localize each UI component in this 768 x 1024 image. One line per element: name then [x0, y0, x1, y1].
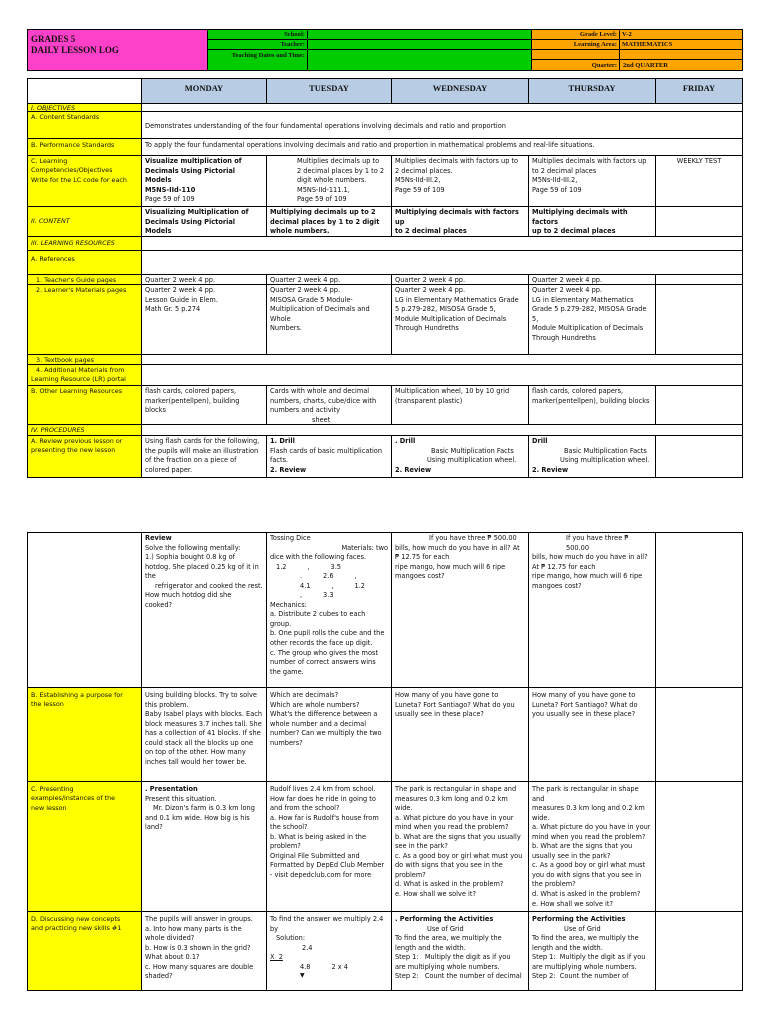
p2-review-friday	[655, 532, 743, 688]
content-monday: Visualizing Multiplication of Decimals Using Pictorial Models	[141, 206, 267, 237]
p2-review-thursday: If you have three ₱ 500.00 bills, how much do you have in all? At ₱ 12.75 for each ripe mango, how much will 6 ripe mangoes cost?	[528, 532, 656, 688]
tg-thursday: Quarter 2 week 4 pp.	[528, 274, 656, 285]
discussing-tuesday: To find the answer we multiply 2.4 by Solution: 2.4 X 2 4.8 2 x 4 ▼	[266, 911, 392, 991]
other-thursday: flash cards, colored papers, marker(pentellpen), building blocks	[528, 385, 656, 425]
day-thursday-label: THURSDAY	[568, 83, 616, 93]
review-wednesday: . Drill Basic Multiplication Facts Using multiplication wheel. 2. Review	[391, 435, 529, 478]
grade-level-label: Grade Level:	[579, 31, 617, 38]
competency-thursday: Multiplies decimals with factors up to 2 decimal places M5Ns-IId-III.2, Page 59 of 109	[528, 155, 656, 207]
learning-area-value: MATHEMATICS	[622, 41, 673, 48]
quarter-label: Quarter:	[591, 62, 617, 69]
references-blank	[141, 250, 743, 275]
dates-field[interactable]	[307, 49, 532, 71]
other-wednesday: Multiplication wheel, 10 by 10 grid (transparent plastic)	[391, 385, 529, 425]
discussing-friday	[655, 911, 743, 991]
presenting-wednesday: The park is rectangular in shape and measures 0.3 km long and 0.2 km wide. a. What picture do you have in your mind when you read the problem? b. What are the signs that you usually see in the park? c. As a good boy or girl what must you do with signs that you see in the problem? d. What is asked in the problem? e. How shall we solve it?	[391, 781, 529, 912]
day-header-monday	[141, 78, 267, 104]
other-resources-label: B. Other Learning Resources	[27, 385, 142, 425]
p2-review-tuesday: Tossing Dice Materials: two dice with the following faces. 1.2 , 3.5 . 2.6 , 4.1 , 1.2 , 3.3 Mechanics: a. Distribute 2 cubes to each group. b. One pupil rolls the cube and the other records the face up digit. c. The group who gives the most number of correct answers wins the game.	[266, 532, 392, 688]
teacher-label: Teacher:	[280, 41, 305, 48]
content-friday	[655, 206, 743, 237]
p2-review-label	[27, 532, 142, 688]
review-thursday: Drill Basic Multiplication Facts Using multiplication wheel. 2. Review	[528, 435, 656, 478]
learning-resources-blank	[141, 236, 743, 251]
presenting-friday	[655, 781, 743, 912]
review-tuesday: 1. Drill Flash cards of basic multiplication facts. 2. Review	[266, 435, 392, 478]
performance-standards-text: To apply the four fundamental operations involving decimals and ratio and proportion in mathematical problems and real-life situations.	[141, 138, 743, 156]
learners-materials-label: 2. Learner's Materials pages	[27, 284, 142, 355]
tg-tuesday: Quarter 2 week 4 pp.	[266, 274, 392, 285]
discussing-wednesday: . Performing the Activities Use of Grid To find the area, we multiply the length and the width. Step 1: Multiply the digit as if you are multiplying whole numbers. Step 2: Count the number of decimal	[391, 911, 529, 991]
school-label: School:	[284, 31, 305, 38]
other-tuesday: Cards with whole and decimal numbers, charts, cube/dice with numbers and activity sheet	[266, 385, 392, 425]
purpose-wednesday: How many of you have gone to Luneta? Fort Santiago? What do you usually see in these place?	[391, 687, 529, 782]
lm-thursday: Quarter 2 week 4 pp. LG in Elementary Mathematics Grade 5 p.279-282, MISOSA Grade 5, Module Multiplication of Decimals Through Hundreths	[528, 284, 656, 355]
p2-review-monday: Review Solve the following mentally: 1.) Sophia bought 0.8 kg of hotdog. She placed 0.25 kg of it in the refrigerator and cooked the rest. How much hotdog did she cooked?	[141, 532, 267, 688]
quarter-value-cell	[619, 59, 743, 71]
discussing-label: D. Discussing new concepts and practicing new skills #1	[27, 911, 142, 991]
other-friday	[655, 385, 743, 425]
learning-resources-heading: III. LEARNING RESOURCES	[27, 236, 142, 251]
title-line2: DAILY LESSON LOG	[31, 45, 119, 56]
competency-monday: Visualize multiplication of Decimals Using Pictorial Models M5NS-IId-110 Page 59 of 109	[141, 155, 267, 207]
discussing-monday: The pupils will answer in groups. a. Into how many parts is the whole divided? b. How is 0.3 shown in the grid? What about 0.1? c. How many squares are double shaded?	[141, 911, 267, 991]
quarter-value: 2nd QUARTER	[623, 62, 669, 69]
review-label: A. Review previous lesson or presenting the new lesson	[27, 435, 142, 478]
day-header-blank	[27, 78, 142, 104]
day-wednesday-label: WEDNESDAY	[432, 83, 488, 93]
learning-competencies-label: C. Learning Competencies/Objectives Write for the LC code for each	[27, 155, 142, 207]
content-standards-text: Demonstrates understanding of the four fundamental operations involving decimals and ratio and proportion	[141, 111, 743, 139]
other-monday: flash cards, colored papers, marker(pentellpen), building blocks	[141, 385, 267, 425]
title-block	[27, 29, 208, 71]
purpose-monday: Using building blocks. Try to solve this problem. Baby Isabel plays with blocks. Each block measures 3.7 inches tall. She has a collection of 41 blocks. If she could stack all the blocks up one on top of the other. How many inches tall would her tower be.	[141, 687, 267, 782]
objectives-heading: I. OBJECTIVES	[27, 103, 142, 112]
review-monday: Using flash cards for the following, the pupils will make an illustration of the fraction on a piece of colored paper.	[141, 435, 267, 478]
presenting-tuesday: Rudolf lives 2.4 km from school. How far does he ride in going to and from the school? a. How far is Rudolf's house from the school? b. What is being asked in the problem? Original File Submitted and Formatted by DepEd Club Member - visit depedclub.com for more	[266, 781, 392, 912]
performance-standards-label: B. Performance Standards	[27, 138, 142, 156]
competency-tuesday: Multiplies decimals up to 2 decimal places by 1 to 2 digit whole numbers. M5NS-IId-111.1, Page 59 of 109	[266, 155, 392, 207]
presenting-label: C. Presenting examples/instances of the new lesson	[27, 781, 142, 912]
competency-friday: WEEKLY TEST	[655, 155, 743, 207]
tg-wednesday: Quarter 2 week 4 pp.	[391, 274, 529, 285]
content-thursday: Multiplying decimals with factors up to 2 decimal places	[528, 206, 656, 237]
day-friday-label: FRIDAY	[682, 83, 716, 93]
day-tuesday-label: TUESDAY	[309, 83, 349, 93]
textbook-label: 3. Textbook pages	[27, 354, 142, 365]
quarter-label-cell	[531, 59, 620, 71]
purpose-thursday: How many of you have gone to Luneta? Fort Santiago? What do you usually see in these place?	[528, 687, 656, 782]
references-label: A. References	[27, 250, 142, 275]
day-header-tuesday	[266, 78, 392, 104]
competency-wednesday: Multiplies decimals with factors up to 2 decimal places. M5Ns-IId-III.2, Page 59 of 109	[391, 155, 529, 207]
content-standards-label: A. Content Standards	[27, 111, 142, 139]
review-friday	[655, 435, 743, 478]
lm-friday	[655, 284, 743, 355]
title-line1: GRADES 5	[31, 34, 76, 44]
grade-level-value: V-2	[622, 31, 632, 38]
day-monday-label: MONDAY	[184, 83, 224, 93]
additional-materials-label: 4. Additional Materials from Learning Resource (LR) portal	[27, 364, 142, 386]
p2-review-wednesday: If you have three ₱ 500.00 bills, how much do you have in all? At ₱ 12.75 for each ripe mango, how much will 6 ripe mangoes cost?	[391, 532, 529, 688]
content-label: II. CONTENT	[27, 206, 142, 237]
dates-label-cell	[207, 49, 308, 71]
down-arrow-icon: ▼	[300, 972, 305, 980]
day-header-wednesday	[391, 78, 529, 104]
additional-materials-blank	[141, 364, 743, 386]
lm-wednesday: Quarter 2 week 4 pp. LG in Elementary Mathematics Grade 5 p.279-282, MISOSA Grade 5, Module Multiplication of Decimals Through Hundreths	[391, 284, 529, 355]
tg-monday: Quarter 2 week 4 pp.	[141, 274, 267, 285]
procedures-heading: IV. PROCEDURES	[27, 424, 142, 436]
content-wednesday: Multiplying decimals with factors up to 2 decimal places	[391, 206, 529, 237]
dates-label: Teaching Dates and Time:	[231, 52, 305, 59]
purpose-friday	[655, 687, 743, 782]
day-header-friday	[655, 78, 743, 104]
day-header-thursday	[528, 78, 656, 104]
purpose-label: B. Establishing a purpose for the lesson	[27, 687, 142, 782]
purpose-tuesday: Which are decimals? Which are whole numbers? What's the difference between a whole number and a decimal number? Can we multiply the two numbers?	[266, 687, 392, 782]
learning-area-label: Learning Area:	[573, 41, 617, 48]
presenting-monday: . Presentation Present this situation. Mr. Dizon's farm is 0.3 km long and 0.1 km wide. How big is his land?	[141, 781, 267, 912]
teachers-guide-label: 1. Teacher's Guide pages	[27, 274, 142, 285]
content-tuesday: Multiplying decimals up to 2 decimal places by 1 to 2 digit whole numbers.	[266, 206, 392, 237]
discussing-thursday: Performing the Activities Use of Grid To find the area, we multiply the length and the width. Step 1: Multiply the digit as if you are multiplying whole numbers. Step 2: Count the number of	[528, 911, 656, 991]
lm-monday: Quarter 2 week 4 pp. Lesson Guide in Elem. Math Gr. 5 p.274	[141, 284, 267, 355]
presenting-thursday: The park is rectangular in shape and measures 0.3 km long and 0.2 km wide. a. What picture do you have in your mind when you read the problem? b. What are the signs that you usually see in the park? c. As a good boy or girl what must you do with signs that you see in the problem? d. What is asked in the problem? e. How shall we solve it?	[528, 781, 656, 912]
lm-tuesday: Quarter 2 week 4 pp. MISOSA Grade 5 Module- Multiplication of Decimals and Whole Numbers.	[266, 284, 392, 355]
